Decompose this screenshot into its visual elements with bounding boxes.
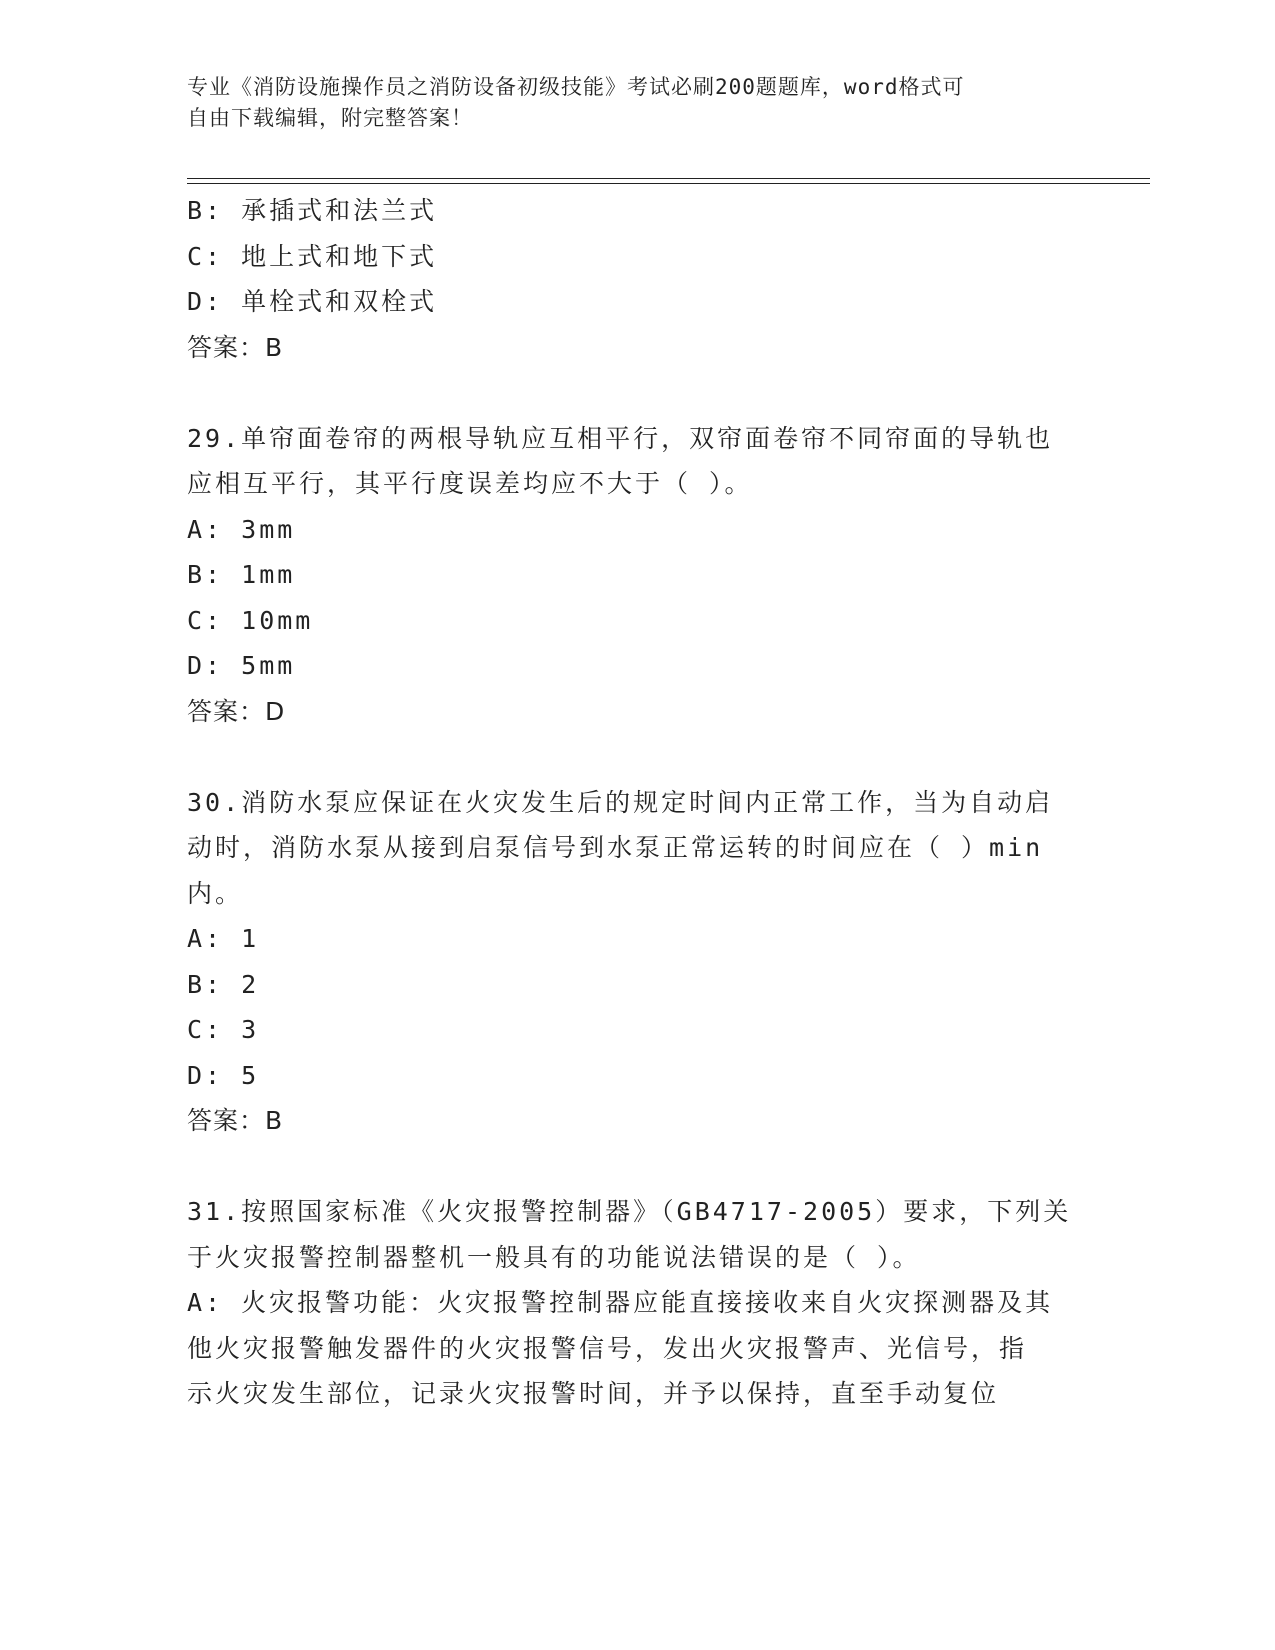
option-b: B: 承插式和法兰式 xyxy=(187,196,438,225)
question-29 xyxy=(187,416,1087,735)
answer-line: 答案：B xyxy=(187,332,284,362)
option-a: A: 3mm xyxy=(187,514,296,544)
question-text-line: 内。 xyxy=(187,878,244,908)
spacer xyxy=(187,370,1087,416)
question-31 xyxy=(187,1189,1087,1417)
option-c: C: 地上式和地下式 xyxy=(187,241,438,271)
answer-line: 答案：D xyxy=(187,696,286,726)
option-b: B: 2 xyxy=(187,969,260,999)
spacer xyxy=(187,734,1087,780)
question-text-line: 29.单帘面卷帘的两根导轨应互相平行，双帘面卷帘不同帘面的导轨也 xyxy=(187,423,1054,453)
option-d: D: 单栓式和双栓式 xyxy=(187,287,438,316)
question-text-line: 动时，消防水泵从接到启泵信号到水泵正常运转的时间应在（ ）min xyxy=(187,833,1044,862)
spacer xyxy=(187,1144,1087,1190)
document-body xyxy=(187,188,1087,1417)
document-header xyxy=(187,72,1067,134)
option-a-line: 他火灾报警触发器件的火灾报警信号，发出火灾报警声、光信号，指 xyxy=(187,1333,1028,1363)
header-line-1: 专业《消防设施操作员之消防设备初级技能》考试必刷200题题库，word格式可 xyxy=(187,75,965,99)
option-b: B: 1mm xyxy=(187,560,296,589)
header-rule-bottom xyxy=(187,183,1150,184)
question-text-line: 于火灾报警控制器整机一般具有的功能说法错误的是（ ）。 xyxy=(187,1242,921,1272)
option-a: A: 1 xyxy=(187,924,260,953)
option-d: D: 5 xyxy=(187,1060,260,1090)
header-line-2: 自由下载编辑，附完整答案！ xyxy=(187,106,473,130)
option-c: C: 10mm xyxy=(187,605,314,635)
option-c: C: 3 xyxy=(187,1015,260,1044)
option-a-line: 示火灾发生部位，记录火灾报警时间，并予以保持，直至手动复位 xyxy=(187,1379,1000,1408)
question-28-continued xyxy=(187,188,1087,370)
question-30 xyxy=(187,780,1087,1144)
question-text-line: 应相互平行，其平行度误差均应不大于（ ）。 xyxy=(187,469,753,498)
option-d: D: 5mm xyxy=(187,651,296,680)
option-a-line: A: 火灾报警功能：火灾报警控制器应能直接接收来自火灾探测器及其 xyxy=(187,1288,1054,1317)
answer-line: 答案：B xyxy=(187,1106,284,1135)
question-text-line: 31.按照国家标准《火灾报警控制器》（GB4717-2005）要求，下列关 xyxy=(187,1197,1072,1226)
question-text-line: 30.消防水泵应保证在火灾发生后的规定时间内正常工作，当为自动启 xyxy=(187,787,1054,817)
header-rule-top xyxy=(187,178,1150,179)
